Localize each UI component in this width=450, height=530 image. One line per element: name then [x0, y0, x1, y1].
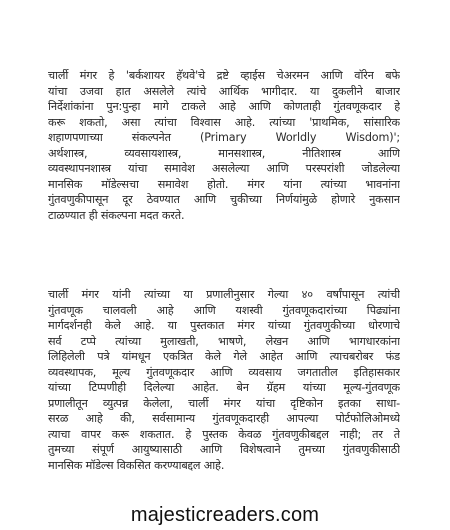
text-line: चार्ली मंगर यांनी त्यांच्या या प्रणालीनुसार गेल्या ४० वर्षांपासून त्यांची [48, 288, 400, 301]
text-line: करू शकतो, असा त्यांचा विश्वास आहे. त्यांच्या 'प्राथमिक, सांसारिक [48, 115, 400, 129]
paragraph-intro [48, 68, 400, 223]
text-line: सरळ आहे की, सर्वसामान्य गुंतवणूकदारही आपल्या पोर्टफोलिओमध्ये [48, 412, 400, 425]
text-line: शहाणपणाच्या संकल्पनेत (Primary Worldly Wisdom)'; [48, 131, 400, 144]
text-line: यांच्या टिप्पणीही दिलेल्या आहेत. बेन ग्रॅहम यांच्या मूल्य-गुंतवणूक [48, 381, 400, 394]
text-line: व्यवस्थापक, मूल्य गुंतवणूकदार आणि व्यवसाय जगतातील इतिहासकार [48, 365, 400, 379]
text-line: सर्व टप्पे त्यांच्या मुलाखती, भाषणे, लेखन आणि भागधारकांना [48, 334, 400, 348]
text-line: टाळण्यात ही संकल्पना मदत करते. [48, 208, 185, 222]
text-line: यांचा उजवा हात असलेले त्यांचे आर्थिक भागीदार. या दुकलीने बाजार [48, 84, 400, 98]
text-line: गुंतवणूक चालवली आहे आणि यशस्वी गुंतवणूकदारांच्या पिढ्यांना [48, 303, 400, 317]
text-line: मार्गदर्शनही केले आहे. या पुस्तकात मंगर यांच्या गुंतवणुकीच्या धोरणाचे [48, 319, 400, 332]
text-line: मानसिक मॉडेल्स विकसित करण्याबद्दल आहे. [48, 458, 225, 472]
text-line: चार्ली मंगर हे 'बर्कशायर हॅथवे'चे द्रष्टे व्हाईस चेअरमन आणि वॉरेन बफे [48, 69, 400, 82]
text-line: तुमच्या संपूर्ण आयुष्यासाठी आणि विशेषत्वाने तुमच्या गुंतवणुकीसाठी [48, 443, 400, 456]
text-line: मानसिक मॉडेल्सचा समावेश होतो. मंगर यांना त्यांच्या भावनांना [48, 177, 400, 191]
text-line: गुंतवणुकीपासून दूर ठेवण्यात आणि चुकीच्या निर्णयांमुळे होणारे नुकसान [48, 193, 400, 206]
text-line: लिहिलेली पत्रे यांमधून एकत्रित केले गेले आहेत आणि त्याचबरोबर फंड [48, 350, 400, 363]
text-line: प्रणालीतून व्युत्पन्न केलेला, चार्ली मंगर यांचा दृष्टिकोन इतका साधा- [48, 396, 400, 410]
text-line: व्यवस्थापनशास्त्र यांचा समावेश असलेल्या आणि परस्परांशी जोडलेल्या [48, 162, 400, 175]
paragraph-book-summary [48, 287, 400, 473]
text-line: त्याचा वापर करू शकतात. हे पुस्तक केवळ गुंतवणुकीबद्दल नाही; तर ते [48, 427, 400, 441]
text-line: अर्थशास्त्र, व्यवसायशास्त्र, मानसशास्त्र, नीतिशास्त्र आणि [48, 146, 400, 160]
text-line: निर्देशांकांना पुन:पुन्हा मागे टाकले आहे आणि कोणताही गुंतवणूकदार हे [48, 100, 400, 113]
watermark-text: majesticreaders.com [130, 504, 320, 526]
